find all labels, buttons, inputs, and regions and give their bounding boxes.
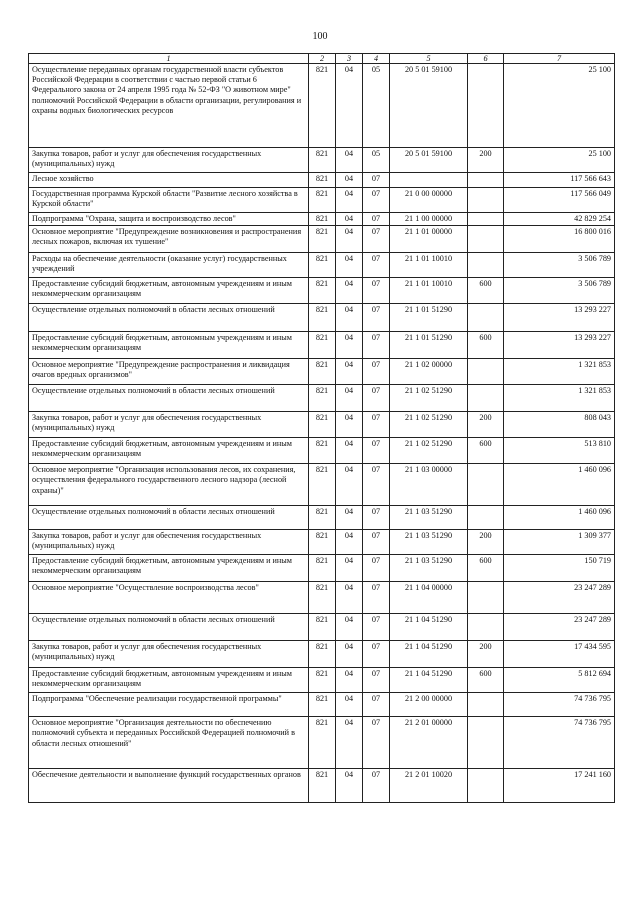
row-amount-cell: 5 812 694 xyxy=(504,668,615,693)
row-target-article-cell: 21 1 04 00000 xyxy=(390,582,468,614)
row-subsection-cell: 07 xyxy=(363,332,390,359)
row-name-cell: Закупка товаров, работ и услуг для обеспечения государственных (муниципальных) нужд xyxy=(29,530,309,555)
header-cell: 1 xyxy=(29,54,309,64)
row-code-cell: 821 xyxy=(309,188,336,213)
row-name-cell: Осуществление переданных органам государственной власти субъектов Российской Федерации в соответствии с частью первой статьи 6 Федерального закона от 24 апреля 1995 года № 52-ФЗ "О животном мире" полномочий Российской Федерации в области организации, регулирования и охраны водных биологических ресурсов xyxy=(29,64,309,148)
row-expense-type-cell xyxy=(468,213,504,226)
row-amount-cell: 17 434 595 xyxy=(504,641,615,668)
table-row xyxy=(29,693,615,717)
row-amount-cell: 74 736 795 xyxy=(504,717,615,769)
row-code-cell: 821 xyxy=(309,641,336,668)
row-expense-type-cell xyxy=(468,188,504,213)
row-code-cell: 821 xyxy=(309,530,336,555)
row-name-cell: Подпрограмма "Охрана, защита и воспроизводство лесов" xyxy=(29,213,309,226)
table-row xyxy=(29,64,615,148)
header-cell: 4 xyxy=(363,54,390,64)
row-section-cell: 04 xyxy=(336,438,363,464)
table-row xyxy=(29,173,615,188)
row-code-cell: 821 xyxy=(309,278,336,304)
row-amount-cell: 1 309 377 xyxy=(504,530,615,555)
row-name-cell: Подпрограмма "Обеспечение реализации государственной программы" xyxy=(29,693,309,717)
row-amount-cell: 16 800 016 xyxy=(504,226,615,253)
row-target-article-cell: 21 1 02 51290 xyxy=(390,438,468,464)
table-row xyxy=(29,582,615,614)
row-section-cell: 04 xyxy=(336,304,363,332)
row-section-cell: 04 xyxy=(336,582,363,614)
table-row xyxy=(29,717,615,769)
table-row xyxy=(29,332,615,359)
row-expense-type-cell xyxy=(468,304,504,332)
row-section-cell: 04 xyxy=(336,188,363,213)
row-section-cell: 04 xyxy=(336,555,363,582)
row-code-cell: 821 xyxy=(309,614,336,641)
row-subsection-cell: 07 xyxy=(363,641,390,668)
table-row xyxy=(29,148,615,173)
row-expense-type-cell xyxy=(468,582,504,614)
row-section-cell: 04 xyxy=(336,717,363,769)
row-code-cell: 821 xyxy=(309,582,336,614)
row-target-article-cell: 21 1 02 00000 xyxy=(390,359,468,385)
table-row xyxy=(29,769,615,803)
row-amount-cell: 150 719 xyxy=(504,555,615,582)
row-code-cell: 821 xyxy=(309,148,336,173)
row-target-article-cell: 21 1 02 51290 xyxy=(390,412,468,438)
row-target-article-cell: 20 5 01 59100 xyxy=(390,148,468,173)
row-subsection-cell: 07 xyxy=(363,555,390,582)
header-cell: 7 xyxy=(504,54,615,64)
table-row xyxy=(29,555,615,582)
row-target-article-cell: 21 1 01 00000 xyxy=(390,226,468,253)
row-subsection-cell: 07 xyxy=(363,464,390,506)
row-code-cell: 821 xyxy=(309,693,336,717)
row-section-cell: 04 xyxy=(336,641,363,668)
row-subsection-cell: 07 xyxy=(363,253,390,278)
row-section-cell: 04 xyxy=(336,332,363,359)
row-expense-type-cell xyxy=(468,226,504,253)
row-code-cell: 821 xyxy=(309,506,336,530)
row-subsection-cell: 07 xyxy=(363,438,390,464)
row-target-article-cell: 21 1 00 00000 xyxy=(390,213,468,226)
row-subsection-cell: 07 xyxy=(363,582,390,614)
row-amount-cell: 3 506 789 xyxy=(504,278,615,304)
row-section-cell: 04 xyxy=(336,769,363,803)
row-section-cell: 04 xyxy=(336,173,363,188)
table-row xyxy=(29,506,615,530)
row-amount-cell: 42 829 254 xyxy=(504,213,615,226)
row-code-cell: 821 xyxy=(309,412,336,438)
row-amount-cell: 25 100 xyxy=(504,64,615,148)
row-expense-type-cell xyxy=(468,506,504,530)
row-code-cell: 821 xyxy=(309,226,336,253)
row-amount-cell: 1 460 096 xyxy=(504,464,615,506)
row-amount-cell: 513 810 xyxy=(504,438,615,464)
row-subsection-cell: 07 xyxy=(363,188,390,213)
row-section-cell: 04 xyxy=(336,359,363,385)
row-subsection-cell: 07 xyxy=(363,693,390,717)
row-amount-cell: 17 241 160 xyxy=(504,769,615,803)
table-row xyxy=(29,614,615,641)
row-expense-type-cell xyxy=(468,359,504,385)
row-subsection-cell: 07 xyxy=(363,506,390,530)
row-expense-type-cell xyxy=(468,64,504,148)
row-subsection-cell: 07 xyxy=(363,385,390,412)
row-target-article-cell: 21 2 01 10020 xyxy=(390,769,468,803)
row-section-cell: 04 xyxy=(336,530,363,555)
row-code-cell: 821 xyxy=(309,769,336,803)
table-row xyxy=(29,464,615,506)
row-expense-type-cell xyxy=(468,253,504,278)
row-name-cell: Государственная программа Курской области "Развитие лесного хозяйства в Курской области" xyxy=(29,188,309,213)
row-subsection-cell: 07 xyxy=(363,226,390,253)
row-subsection-cell: 07 xyxy=(363,412,390,438)
row-target-article-cell: 21 1 03 51290 xyxy=(390,555,468,582)
row-target-article-cell: 21 1 01 51290 xyxy=(390,304,468,332)
row-code-cell: 821 xyxy=(309,668,336,693)
row-name-cell: Осуществление отдельных полномочий в области лесных отношений xyxy=(29,385,309,412)
row-target-article-cell: 21 1 04 51290 xyxy=(390,614,468,641)
row-code-cell: 821 xyxy=(309,173,336,188)
row-expense-type-cell: 600 xyxy=(468,668,504,693)
budget-table xyxy=(28,53,615,803)
row-name-cell: Лесное хозяйство xyxy=(29,173,309,188)
row-name-cell: Осуществление отдельных полномочий в области лесных отношений xyxy=(29,506,309,530)
row-code-cell: 821 xyxy=(309,717,336,769)
row-section-cell: 04 xyxy=(336,253,363,278)
row-name-cell: Предоставление субсидий бюджетным, автономным учреждениям и иным некоммерческим организациям xyxy=(29,278,309,304)
page-number: 100 xyxy=(312,31,328,42)
row-subsection-cell: 05 xyxy=(363,148,390,173)
table-row xyxy=(29,359,615,385)
row-name-cell: Осуществление отдельных полномочий в области лесных отношений xyxy=(29,304,309,332)
row-section-cell: 04 xyxy=(336,506,363,530)
row-expense-type-cell: 200 xyxy=(468,641,504,668)
header-cell: 5 xyxy=(390,54,468,64)
row-expense-type-cell xyxy=(468,173,504,188)
row-subsection-cell: 07 xyxy=(363,213,390,226)
row-expense-type-cell: 600 xyxy=(468,278,504,304)
row-subsection-cell: 07 xyxy=(363,359,390,385)
row-expense-type-cell xyxy=(468,614,504,641)
row-target-article-cell: 21 0 00 00000 xyxy=(390,188,468,213)
header-cell: 6 xyxy=(468,54,504,64)
row-amount-cell: 74 736 795 xyxy=(504,693,615,717)
row-code-cell: 821 xyxy=(309,332,336,359)
row-subsection-cell: 07 xyxy=(363,769,390,803)
row-name-cell: Предоставление субсидий бюджетным, автономным учреждениям и иным некоммерческим организациям xyxy=(29,555,309,582)
row-amount-cell: 13 293 227 xyxy=(504,304,615,332)
table-row xyxy=(29,668,615,693)
row-name-cell: Предоставление субсидий бюджетным, автономным учреждениям и иным некоммерческим организациям xyxy=(29,668,309,693)
table-row xyxy=(29,278,615,304)
row-code-cell: 821 xyxy=(309,213,336,226)
row-subsection-cell: 07 xyxy=(363,304,390,332)
row-section-cell: 04 xyxy=(336,226,363,253)
row-target-article-cell: 21 1 01 10010 xyxy=(390,278,468,304)
row-target-article-cell: 21 2 00 00000 xyxy=(390,693,468,717)
table-row xyxy=(29,253,615,278)
table-row xyxy=(29,188,615,213)
row-code-cell: 821 xyxy=(309,385,336,412)
row-name-cell: Обеспечение деятельности и выполнение функций государственных органов xyxy=(29,769,309,803)
row-expense-type-cell: 200 xyxy=(468,412,504,438)
row-section-cell: 04 xyxy=(336,148,363,173)
row-target-article-cell: 21 1 02 51290 xyxy=(390,385,468,412)
row-expense-type-cell: 600 xyxy=(468,332,504,359)
row-expense-type-cell xyxy=(468,385,504,412)
row-subsection-cell: 07 xyxy=(363,530,390,555)
row-target-article-cell: 21 1 03 00000 xyxy=(390,464,468,506)
row-amount-cell: 1 321 853 xyxy=(504,385,615,412)
row-expense-type-cell xyxy=(468,717,504,769)
row-subsection-cell: 07 xyxy=(363,614,390,641)
row-amount-cell: 117 566 049 xyxy=(504,188,615,213)
row-target-article-cell: 21 1 01 10010 xyxy=(390,253,468,278)
row-code-cell: 821 xyxy=(309,304,336,332)
row-target-article-cell xyxy=(390,173,468,188)
row-amount-cell: 1 321 853 xyxy=(504,359,615,385)
row-subsection-cell: 07 xyxy=(363,173,390,188)
row-code-cell: 821 xyxy=(309,555,336,582)
row-code-cell: 821 xyxy=(309,464,336,506)
header-cell: 2 xyxy=(309,54,336,64)
row-target-article-cell: 21 1 01 51290 xyxy=(390,332,468,359)
row-subsection-cell: 07 xyxy=(363,278,390,304)
row-target-article-cell: 21 2 01 00000 xyxy=(390,717,468,769)
table-row xyxy=(29,385,615,412)
row-amount-cell: 117 566 643 xyxy=(504,173,615,188)
row-expense-type-cell: 200 xyxy=(468,148,504,173)
row-name-cell: Основное мероприятие "Предупреждение распространения и ликвидация очагов вредных организмов" xyxy=(29,359,309,385)
row-section-cell: 04 xyxy=(336,213,363,226)
row-code-cell: 821 xyxy=(309,438,336,464)
header-cell: 3 xyxy=(336,54,363,64)
row-expense-type-cell: 600 xyxy=(468,555,504,582)
row-amount-cell: 23 247 289 xyxy=(504,582,615,614)
row-expense-type-cell xyxy=(468,693,504,717)
row-name-cell: Закупка товаров, работ и услуг для обеспечения государственных (муниципальных) нужд xyxy=(29,148,309,173)
row-subsection-cell: 07 xyxy=(363,668,390,693)
row-subsection-cell: 05 xyxy=(363,64,390,148)
table-row xyxy=(29,438,615,464)
table-row xyxy=(29,641,615,668)
row-name-cell: Предоставление субсидий бюджетным, автономным учреждениям и иным некоммерческим организациям xyxy=(29,438,309,464)
row-section-cell: 04 xyxy=(336,668,363,693)
row-name-cell: Основное мероприятие "Организация использования лесов, их сохранения, осуществления федерального государственного лесного надзора (лесной охраны)" xyxy=(29,464,309,506)
row-section-cell: 04 xyxy=(336,278,363,304)
row-target-article-cell: 20 5 01 59100 xyxy=(390,64,468,148)
row-target-article-cell: 21 1 03 51290 xyxy=(390,506,468,530)
table-row xyxy=(29,304,615,332)
row-section-cell: 04 xyxy=(336,464,363,506)
row-subsection-cell: 07 xyxy=(363,717,390,769)
row-name-cell: Закупка товаров, работ и услуг для обеспечения государственных (муниципальных) нужд xyxy=(29,641,309,668)
row-target-article-cell: 21 1 04 51290 xyxy=(390,641,468,668)
row-name-cell: Расходы на обеспечение деятельности (оказание услуг) государственных учреждений xyxy=(29,253,309,278)
row-expense-type-cell xyxy=(468,769,504,803)
table-row xyxy=(29,412,615,438)
row-expense-type-cell: 200 xyxy=(468,530,504,555)
row-expense-type-cell: 600 xyxy=(468,438,504,464)
table-row xyxy=(29,226,615,253)
row-name-cell: Закупка товаров, работ и услуг для обеспечения государственных (муниципальных) нужд xyxy=(29,412,309,438)
row-section-cell: 04 xyxy=(336,614,363,641)
row-name-cell: Предоставление субсидий бюджетным, автономным учреждениям и иным некоммерческим организациям xyxy=(29,332,309,359)
row-code-cell: 821 xyxy=(309,64,336,148)
row-amount-cell: 3 506 789 xyxy=(504,253,615,278)
row-amount-cell: 23 247 289 xyxy=(504,614,615,641)
row-name-cell: Осуществление отдельных полномочий в области лесных отношений xyxy=(29,614,309,641)
row-target-article-cell: 21 1 03 51290 xyxy=(390,530,468,555)
row-section-cell: 04 xyxy=(336,693,363,717)
row-section-cell: 04 xyxy=(336,412,363,438)
row-code-cell: 821 xyxy=(309,253,336,278)
row-code-cell: 821 xyxy=(309,359,336,385)
row-section-cell: 04 xyxy=(336,64,363,148)
row-name-cell: Основное мероприятие "Организация деятельности по обеспечению полномочий субъекта и переданных Российской Федерацией полномочий в области лесных отношений" xyxy=(29,717,309,769)
row-expense-type-cell xyxy=(468,464,504,506)
row-target-article-cell: 21 1 04 51290 xyxy=(390,668,468,693)
row-amount-cell: 13 293 227 xyxy=(504,332,615,359)
table-row xyxy=(29,213,615,226)
table-header-row xyxy=(29,54,615,64)
row-section-cell: 04 xyxy=(336,385,363,412)
row-name-cell: Основное мероприятие "Предупреждение возникновения и распространения лесных пожаров, включая их тушение" xyxy=(29,226,309,253)
row-amount-cell: 25 100 xyxy=(504,148,615,173)
table-row xyxy=(29,530,615,555)
row-name-cell: Основное мероприятие "Осуществление воспроизводства лесов" xyxy=(29,582,309,614)
row-amount-cell: 1 460 096 xyxy=(504,506,615,530)
row-amount-cell: 808 043 xyxy=(504,412,615,438)
